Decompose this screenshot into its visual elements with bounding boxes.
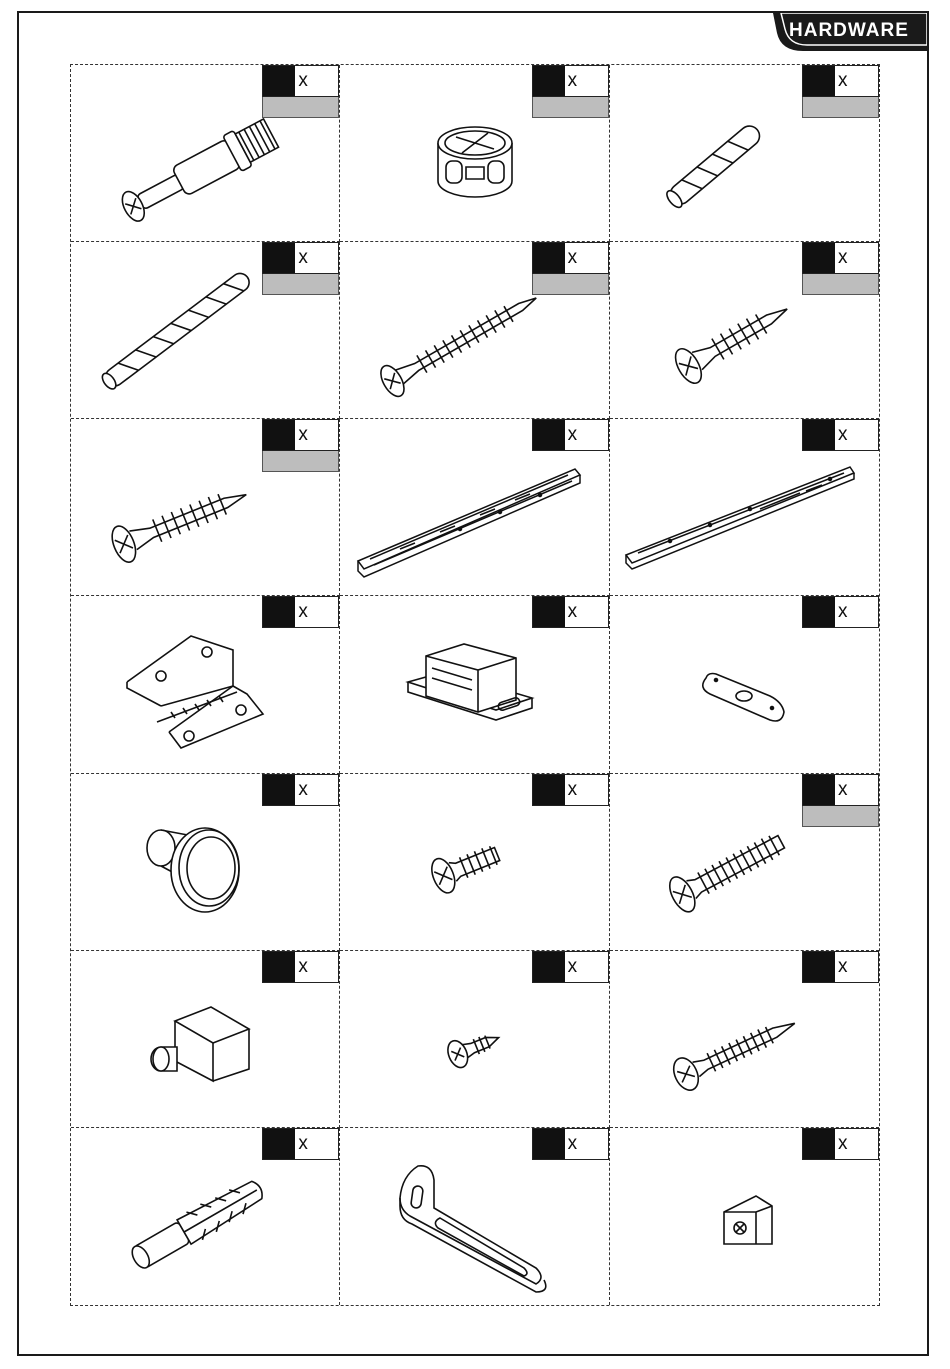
hardware-cell — [71, 774, 340, 951]
part-code-block — [263, 420, 295, 450]
hardware-cell — [71, 419, 340, 596]
part-code-block — [263, 1129, 295, 1159]
quantity-box — [802, 596, 879, 628]
hardware-cell — [340, 1128, 609, 1305]
part-code-block — [263, 775, 295, 805]
hardware-cell — [610, 419, 879, 596]
quantity-label: x — [567, 424, 578, 446]
hardware-cell — [610, 1128, 879, 1305]
hardware-grid — [70, 64, 880, 1306]
quantity-label: x — [838, 424, 848, 446]
part-code-block — [533, 775, 565, 805]
quantity-box — [262, 596, 339, 628]
section-title: HARDWARE — [789, 20, 909, 41]
quantity-box — [532, 774, 609, 806]
quantity-box — [802, 951, 879, 983]
part-code-block — [803, 952, 835, 982]
part-code-block — [263, 597, 295, 627]
hardware-cell — [610, 774, 879, 951]
part-code-block — [263, 66, 295, 96]
hardware-cell — [340, 951, 609, 1128]
part-code-block — [263, 952, 295, 982]
part-code-block — [803, 775, 835, 805]
part-code-block — [533, 952, 565, 982]
hardware-cell — [340, 242, 609, 419]
quantity-box — [802, 774, 879, 806]
section-tab — [767, 13, 927, 51]
part-code-block — [803, 1129, 835, 1159]
hardware-cell — [71, 951, 340, 1128]
quantity-box — [532, 1128, 609, 1160]
quantity-label: x — [298, 601, 308, 623]
part-code-block — [533, 597, 565, 627]
part-code-block — [803, 597, 835, 627]
hardware-cell — [340, 65, 609, 242]
hardware-cell — [610, 65, 879, 242]
hardware-cell — [71, 1128, 340, 1305]
quantity-label: x — [567, 1132, 578, 1154]
part-code-block — [803, 66, 835, 96]
hardware-cell — [610, 596, 879, 773]
quantity-box — [532, 242, 609, 274]
quantity-box — [532, 65, 609, 97]
hardware-cell — [71, 596, 340, 773]
quantity-label: x — [567, 601, 578, 623]
quantity-box — [802, 1128, 879, 1160]
quantity-box — [262, 774, 339, 806]
quantity-bar — [262, 97, 339, 118]
quantity-bar — [532, 274, 609, 295]
quantity-label: x — [298, 424, 308, 446]
quantity-label: x — [838, 601, 848, 623]
hardware-cell — [610, 951, 879, 1128]
part-code-block — [803, 420, 835, 450]
quantity-label: x — [838, 955, 848, 977]
part-code-block — [533, 1129, 565, 1159]
quantity-box — [262, 951, 339, 983]
quantity-label: x — [838, 247, 848, 269]
part-code-block — [533, 66, 565, 96]
quantity-bar — [802, 806, 879, 827]
quantity-box — [802, 419, 879, 451]
quantity-box — [532, 951, 609, 983]
quantity-label: x — [298, 1132, 308, 1154]
quantity-label: x — [567, 955, 578, 977]
part-code-block — [533, 420, 565, 450]
hardware-cell — [610, 242, 879, 419]
hardware-cell — [71, 65, 340, 242]
hardware-cell — [340, 596, 609, 773]
quantity-box — [532, 596, 609, 628]
quantity-box — [532, 419, 609, 451]
hardware-cell — [340, 774, 609, 951]
quantity-label: x — [567, 247, 578, 269]
quantity-label: x — [298, 247, 308, 269]
quantity-label: x — [838, 778, 848, 800]
quantity-label: x — [298, 70, 308, 91]
quantity-bar — [262, 451, 339, 472]
quantity-label: x — [838, 1132, 848, 1154]
quantity-box — [802, 242, 879, 274]
quantity-box — [262, 242, 339, 274]
quantity-label: x — [567, 70, 578, 91]
quantity-box — [802, 65, 879, 97]
quantity-bar — [802, 274, 879, 295]
hardware-cell — [340, 419, 609, 596]
part-code-block — [803, 243, 835, 273]
quantity-box — [262, 419, 339, 451]
part-code-block — [533, 243, 565, 273]
quantity-label: x — [567, 778, 578, 800]
quantity-box — [262, 1128, 339, 1160]
quantity-label: x — [298, 778, 308, 800]
quantity-label: x — [838, 70, 848, 91]
quantity-bar — [532, 97, 609, 118]
quantity-label: x — [298, 955, 308, 977]
quantity-bar — [262, 274, 339, 295]
quantity-bar — [802, 97, 879, 118]
part-code-block — [263, 243, 295, 273]
quantity-box — [262, 65, 339, 97]
hardware-cell — [71, 242, 340, 419]
